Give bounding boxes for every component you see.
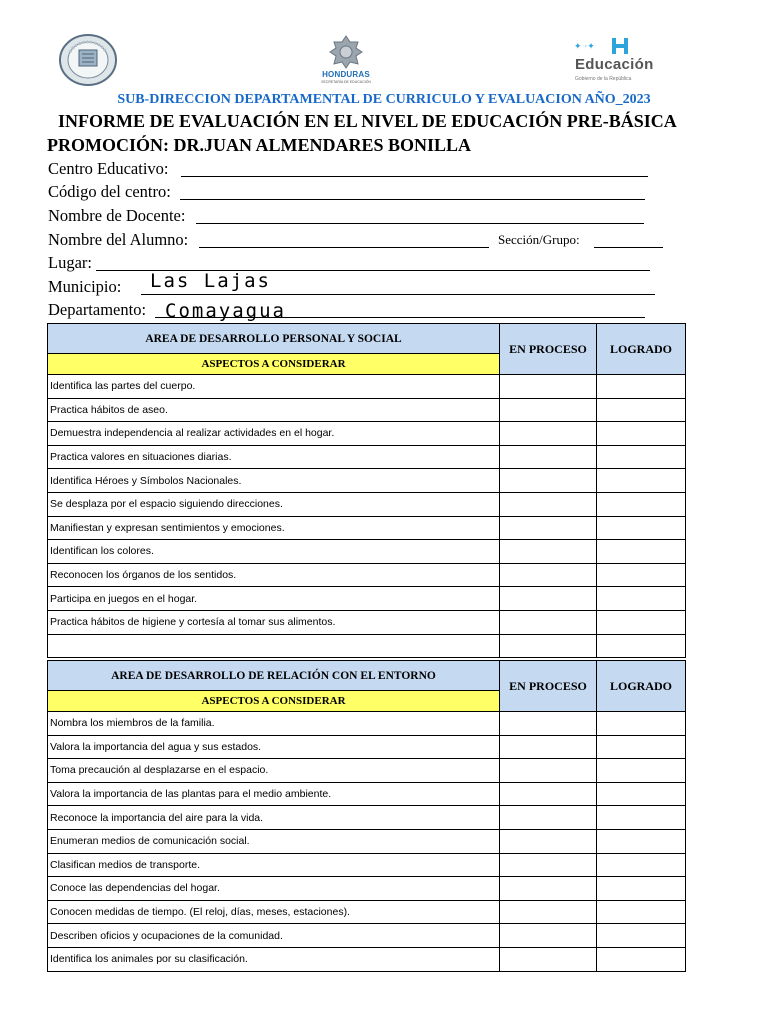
en-proceso-cell[interactable] (500, 587, 597, 611)
aspect-item: Practica hábitos de aseo. (48, 398, 500, 422)
seccion-grupo-label: Sección/Grupo: (498, 232, 580, 247)
en-proceso-header: EN PROCESO (500, 661, 597, 712)
table-row (48, 829, 686, 853)
logrado-cell[interactable] (597, 782, 686, 806)
en-proceso-cell[interactable] (500, 900, 597, 924)
en-proceso-cell[interactable] (500, 563, 597, 587)
departamento-label: Departamento: (48, 300, 147, 319)
table-row (48, 492, 686, 516)
en-proceso-cell[interactable] (500, 469, 597, 493)
table-row (48, 469, 686, 493)
municipio-line[interactable] (141, 294, 655, 295)
logrado-cell[interactable] (597, 540, 686, 564)
aspect-item: Practica hábitos de higiene y cortesía al tomar sus alimentos. (48, 610, 500, 634)
en-proceso-cell[interactable] (500, 759, 597, 783)
aspect-item: Valora la importancia del agua y sus estados. (48, 735, 500, 759)
en-proceso-cell[interactable] (500, 924, 597, 948)
en-proceso-cell[interactable] (500, 445, 597, 469)
aspect-item: Identifica los animales por su clasificación. (48, 947, 500, 971)
aspect-item: Conocen medidas de tiempo. (El reloj, días, meses, estaciones). (48, 900, 500, 924)
logrado-cell[interactable] (597, 375, 686, 399)
aspect-item: Valora la importancia de las plantas para el medio ambiente. (48, 782, 500, 806)
logrado-cell[interactable] (597, 469, 686, 493)
area-heading: AREA DE DESARROLLO DE RELACIÓN CON EL ENTORNO (48, 661, 500, 691)
honduras-government-logo (306, 34, 386, 92)
aspects-heading: ASPECTOS A CONSIDERAR (48, 354, 500, 375)
en-proceso-cell[interactable] (500, 516, 597, 540)
en-proceso-cell[interactable] (500, 610, 597, 634)
logrado-cell[interactable] (597, 492, 686, 516)
table-row (48, 375, 686, 399)
codigo-centro-line[interactable] (180, 199, 645, 200)
table-row (48, 516, 686, 540)
en-proceso-header: EN PROCESO (500, 324, 597, 375)
table-row (48, 735, 686, 759)
logrado-cell[interactable] (597, 877, 686, 901)
aspect-item: Demuestra independencia al realizar actividades en el hogar. (48, 422, 500, 446)
aspect-item: Identifica las partes del cuerpo. (48, 375, 500, 399)
table-row (48, 853, 686, 877)
en-proceso-cell[interactable] (500, 782, 597, 806)
en-proceso-cell[interactable] (500, 375, 597, 399)
municipio-label: Municipio: (48, 277, 122, 296)
table-row (48, 806, 686, 830)
aspect-item: Identifica Héroes y Símbolos Nacionales. (48, 469, 500, 493)
nombre-alumno-label: Nombre del Alumno: (48, 230, 189, 249)
aspects-heading: ASPECTOS A CONSIDERAR (48, 691, 500, 712)
codigo-centro-label: Código del centro: (48, 182, 171, 201)
table-row (48, 877, 686, 901)
educacion-logo-text: Educación (575, 56, 654, 73)
aspect-item: Clasifican medios de transporte. (48, 853, 500, 877)
honduras-logo-subtext: SECRETARÍA DE EDUCACIÓN (321, 80, 371, 84)
table-row (48, 759, 686, 783)
table-row (48, 712, 686, 736)
promotion-title: PROMOCIÓN: DR.JUAN ALMENDARES BONILLA (47, 135, 472, 155)
aspect-item: Participa en juegos en el hogar. (48, 587, 500, 611)
logrado-cell[interactable] (597, 610, 686, 634)
logrado-cell[interactable] (597, 445, 686, 469)
logrado-cell[interactable] (597, 563, 686, 587)
table-row (48, 563, 686, 587)
logrado-cell[interactable] (597, 900, 686, 924)
nombre-alumno-line[interactable] (199, 247, 489, 248)
aspect-item: Describen oficios y ocupaciones de la comunidad. (48, 924, 500, 948)
honduras-logo-text: HONDURAS (322, 70, 370, 79)
educacion-logo (568, 34, 678, 90)
aspect-item: Reconocen los órganos de los sentidos. (48, 563, 500, 587)
logrado-header: LOGRADO (597, 324, 686, 375)
table-row (48, 634, 686, 658)
aspect-item: Manifiestan y expresan sentimientos y emociones. (48, 516, 500, 540)
logrado-cell[interactable] (597, 735, 686, 759)
area-relacion-entorno-table (47, 660, 686, 972)
logrado-cell[interactable] (597, 853, 686, 877)
stars-h-icon (574, 36, 634, 56)
logrado-cell[interactable] (597, 516, 686, 540)
en-proceso-cell[interactable] (500, 634, 597, 658)
logrado-cell[interactable] (597, 829, 686, 853)
departamento-value: Comayagua (165, 300, 286, 322)
municipio-value: Las Lajas (150, 270, 271, 292)
en-proceso-cell[interactable] (500, 422, 597, 446)
educacion-logo-subtext: Gobierno de la República (575, 76, 632, 82)
seccion-grupo-line[interactable] (594, 247, 663, 248)
en-proceso-cell[interactable] (500, 829, 597, 853)
logrado-cell[interactable] (597, 587, 686, 611)
report-title: INFORME DE EVALUACIÓN EN EL NIVEL DE EDUCACIÓN PRE-BÁSICA (58, 111, 677, 131)
aspect-item: Reconoce la importancia del aire para la vida. (48, 806, 500, 830)
school-seal-logo (58, 34, 118, 86)
logrado-cell[interactable] (597, 947, 686, 971)
centro-educativo-line[interactable] (181, 176, 648, 177)
aspect-item: Nombra los miembros de la familia. (48, 712, 500, 736)
nombre-docente-label: Nombre de Docente: (48, 206, 186, 225)
aspect-item: Toma precaución al desplazarse en el espacio. (48, 759, 500, 783)
logrado-cell[interactable] (597, 759, 686, 783)
aspect-item: Se desplaza por el espacio siguiendo direcciones. (48, 492, 500, 516)
area-heading: AREA DE DESARROLLO PERSONAL Y SOCIAL (48, 324, 500, 354)
table-row (48, 782, 686, 806)
table-row (48, 610, 686, 634)
nombre-docente-line[interactable] (196, 223, 644, 224)
en-proceso-cell[interactable] (500, 712, 597, 736)
logrado-cell[interactable] (597, 806, 686, 830)
aspect-item: Enumeran medios de comunicación social. (48, 829, 500, 853)
en-proceso-cell[interactable] (500, 398, 597, 422)
lugar-label: Lugar: (48, 253, 92, 272)
logrado-cell[interactable] (597, 712, 686, 736)
area-personal-social-table (47, 323, 686, 658)
en-proceso-cell[interactable] (500, 492, 597, 516)
department-subtitle: SUB-DIRECCION DEPARTAMENTAL DE CURRICULO Y EVALUACION AÑO_2023 (117, 92, 651, 107)
table-row (48, 422, 686, 446)
table-row (48, 947, 686, 971)
aspect-item: Conoce las dependencias del hogar. (48, 877, 500, 901)
centro-educativo-label: Centro Educativo: (48, 159, 169, 178)
table-row (48, 445, 686, 469)
table-row (48, 924, 686, 948)
en-proceso-cell[interactable] (500, 947, 597, 971)
table-row (48, 540, 686, 564)
logrado-cell[interactable] (597, 398, 686, 422)
table-row (48, 900, 686, 924)
en-proceso-cell[interactable] (500, 735, 597, 759)
svg-text:✦ ·✦: ✦ ·✦ (574, 42, 595, 52)
logrado-cell[interactable] (597, 422, 686, 446)
aspect-item (48, 634, 500, 658)
en-proceso-cell[interactable] (500, 806, 597, 830)
table-row (48, 587, 686, 611)
aspect-item: Practica valores en situaciones diarias. (48, 445, 500, 469)
en-proceso-cell[interactable] (500, 540, 597, 564)
logrado-cell[interactable] (597, 924, 686, 948)
aspect-item: Identifican los colores. (48, 540, 500, 564)
en-proceso-cell[interactable] (500, 853, 597, 877)
logrado-cell[interactable] (597, 634, 686, 658)
table-row (48, 398, 686, 422)
logrado-header: LOGRADO (597, 661, 686, 712)
en-proceso-cell[interactable] (500, 877, 597, 901)
